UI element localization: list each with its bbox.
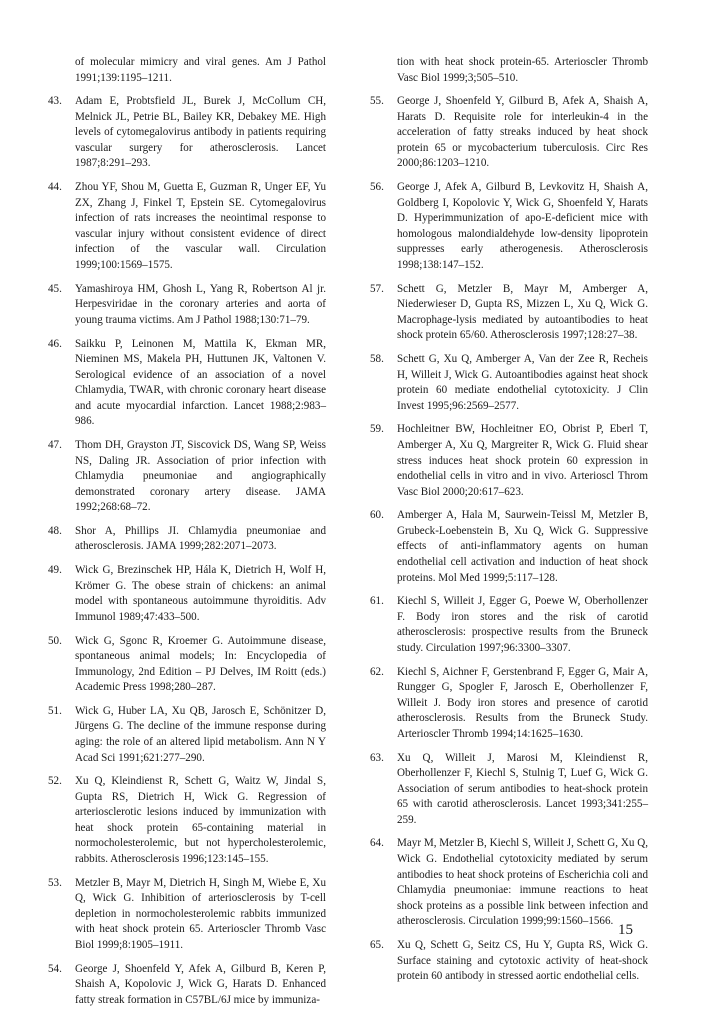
reference-item xyxy=(370,352,648,414)
reference-item xyxy=(370,836,648,929)
reference-text: Xu Q, Schett G, Seitz CS, Hu Y, Gupta RS, Wick G. Surface staining and cytotoxic activity of heat-shock protein 60 antibody in stressed aortic endothelial cells. xyxy=(397,938,648,983)
reference-text: George J, Shoenfeld Y, Gilburd B, Afek A, Shaish A, Harats D. Requisite role for interleukin-4 in the acceleration of fatty streaks induced by heat shock protein 65 or mycobacterium tuberculosis. Circ Res 2000;86:1203–1210. xyxy=(397,95,648,170)
reference-number: 58. xyxy=(370,353,384,366)
reference-text: Thom DH, Grayston JT, Siscovick DS, Wang SP, Weiss NS, Daling JR. Association of prior infection with Chlamydia pneumoniae and angiographically demonstrated coronary artery disease. JAMA 1992;268:68–72. xyxy=(75,438,326,514)
reference-continuation: of molecular mimicry and viral genes. Am J Pathol 1991;139:1195–1211. xyxy=(75,56,326,84)
reference-item xyxy=(48,94,326,172)
reference-number: 55. xyxy=(370,95,384,108)
reference-number: 45. xyxy=(48,282,62,295)
reference-number: 54. xyxy=(48,962,62,975)
reference-item xyxy=(370,594,648,656)
reference-text: Hochleitner BW, Hochleitner EO, Obrist P, Eberl T, Amberger A, Xu Q, Margreiter R, Wick G. Fluid shear stress induces heat shock protein 60 expression in endothelial cells in vitro and in vivo. Arterioscl Throm Vasc Biol 2000;20:617–623. xyxy=(397,423,648,498)
reference-item xyxy=(370,94,648,172)
reference-number: 59. xyxy=(370,423,384,436)
reference-number: 65. xyxy=(370,938,384,951)
reference-text: George J, Afek A, Gilburd B, Levkovitz H, Shaish A, Goldberg I, Kopolovic Y, Wick G, Shoenfeld Y, Harats D. Hyperimmunization of apo-E-deficient mice with homologous malondialdehyde low-density lipoprotein suppresses early atherogenesis. Atherosclerosis 1998;138:147–152. xyxy=(397,181,648,271)
reference-number: 64. xyxy=(370,837,384,850)
reference-number: 44. xyxy=(48,181,62,194)
reference-item xyxy=(48,180,326,273)
reference-item xyxy=(370,508,648,586)
reference-number: 49. xyxy=(48,564,62,577)
reference-number: 52. xyxy=(48,775,62,788)
reference-text: Metzler B, Mayr M, Dietrich H, Singh M, Wiebe E, Xu Q, Wick G. Inhibition of arteriosclerosis by T-cell depletion in normocholesterolemic rabbits immunized with heat shock protein 65. Arterioscler Thromb Vasc Biol 1999;8:1905–1911. xyxy=(75,876,326,951)
reference-column-right xyxy=(370,55,648,993)
reference-text: Schett G, Xu Q, Amberger A, Van der Zee R, Recheis H, Willeit J, Wick G. Autoantibodies against heat shock protein 60 mediate endothelial cytotoxicity. J Clin Invest 1995;96:2569–2577. xyxy=(397,353,648,412)
reference-number: 63. xyxy=(370,751,384,764)
reference-text: Mayr M, Metzler B, Kiechl S, Willeit J, Schett G, Xu Q, Wick G. Endothelial cytotoxicity mediated by serum antibodies to heat shock proteins of Escherichia coli and Chlamydia pneumoniae: immune reactions to heat shock proteins as a possible link between infection and atherosclerosis. Circulation 1999;99:1560–1566. xyxy=(397,837,648,928)
reference-number: 43. xyxy=(48,95,62,108)
reference-text: Yamashiroya HM, Ghosh L, Yang R, Robertson Al jr. Herpesviridae in the coronary arteries and aorta of young trauma victims. Am J Pathol 1988;130:71–79. xyxy=(75,282,326,326)
reference-number: 53. xyxy=(48,876,62,889)
reference-text: Zhou YF, Shou M, Guetta E, Guzman R, Unger EF, Yu ZX, Zhang J, Finkel T, Epstein SE. Cytomegalovirus infection of rats increases the neointimal response to vascular injury without consistent evidence of direct infection of the vascular wall. Circulation 1999;100:1569–1575. xyxy=(75,181,326,271)
reference-number: 57. xyxy=(370,282,384,295)
reference-item xyxy=(48,282,326,329)
reference-item xyxy=(48,704,326,766)
reference-item xyxy=(370,938,648,985)
reference-number: 61. xyxy=(370,595,384,608)
reference-item xyxy=(370,282,648,344)
reference-item xyxy=(370,665,648,743)
reference-text: Saikku P, Leinonen M, Mattila K, Ekman MR, Nieminen MS, Makela PH, Huttunen JK, Valtonen V. Serological evidence of an association of a novel Chlamydia, TWAR, with chronic coronary heart disease and acute myocardial infarction. Lancet 1988;2:983–986. xyxy=(75,337,326,428)
reference-item xyxy=(48,774,326,867)
reference-continuation: tion with heat shock protein-65. Arterioscler Thromb Vasc Biol 1999;3;505–510. xyxy=(397,56,648,84)
reference-item xyxy=(370,180,648,273)
reference-item xyxy=(48,438,326,516)
reference-item xyxy=(370,751,648,829)
reference-text: Kiechl S, Willeit J, Egger G, Poewe W, Oberhollenzer F. Body iron stores and the risk of carotid atherosclerosis: prospective results from the Bruneck study. Circulation 1997;96:3300–3307. xyxy=(397,595,648,654)
reference-text: Wick G, Huber LA, Xu QB, Jarosch E, Schönitzer D, Jürgens G. The decline of the immune response during aging: the role of an altered lipid metabolism. Ann N Y Acad Sci 1991;621:277–290. xyxy=(75,704,326,764)
reference-text: Xu Q, Willeit J, Marosi M, Kleindienst R, Oberhollenzer F, Kiechl S, Stulnig T, Luef G, Wick G. Association of serum antibodies to heat-shock protein 65 with carotid atherosclerosis. Lancet 1993;341:255–259. xyxy=(397,751,648,826)
reference-text: George J, Shoenfeld Y, Afek A, Gilburd B, Keren P, Shaish A, Kopolovic J, Wick G, Harats D. Enhanced fatty streak formation in C57BL/6J mice by immuniza- xyxy=(75,962,326,1006)
reference-number: 56. xyxy=(370,181,384,194)
reference-item xyxy=(48,876,326,954)
reference-number: 46. xyxy=(48,337,62,350)
reference-number: 48. xyxy=(48,524,62,537)
reference-item xyxy=(48,524,326,555)
reference-item xyxy=(48,563,326,625)
reference-number: 47. xyxy=(48,438,62,451)
reference-number: 62. xyxy=(370,665,384,678)
reference-text: Kiechl S, Aichner F, Gerstenbrand F, Egger G, Mair A, Rungger G, Spogler F, Jarosch E, Oberhollenzer F, Willeit J. Body iron stores and presence of carotid atherosclerosis. Results from the Bruneck Study. Arterioscler Thromb 1994;14:1625–1630. xyxy=(397,665,648,740)
reference-number: 50. xyxy=(48,634,62,647)
page-number: 15 xyxy=(618,922,633,938)
reference-text: Xu Q, Kleindienst R, Schett G, Waitz W, Jindal S, Gupta RS, Dietrich H, Wick G. Regression of arteriosclerotic lesions induced by immunization with heat shock protein 65-containing material in normocholesterolemic, but not hypercholesterolemic, rabbits. Atherosclerosis 1996;123:145–155. xyxy=(75,775,326,866)
reference-item xyxy=(370,422,648,500)
reference-text: Wick G, Brezinschek HP, Hála K, Dietrich H, Wolf H, Krömer G. The obese strain of chickens: an animal model with spontaneous autoimmune thyroiditis. Adv Immunol 1989;47:433–500. xyxy=(75,564,326,623)
reference-text: Adam E, Probtsfield JL, Burek J, McCollum CH, Melnick JL, Petrie BL, Bailey KR, Debakey ME. High levels of cytomegalovirus antibody in patients requiring vascular surgery for atherosclerosis. Lancet 1987;8:291–293. xyxy=(75,95,326,170)
reference-number: 60. xyxy=(370,509,384,522)
reference-item xyxy=(48,634,326,696)
reference-number: 51. xyxy=(48,704,62,717)
reference-text: Wick G, Sgonc R, Kroemer G. Autoimmune disease, spontaneous animal models; In: Encyclopedia of Immunology, 2nd Edition – PJ Delves, IM Roitt (eds.) Academic Press 1998;280–287. xyxy=(75,634,326,694)
reference-item xyxy=(48,962,326,1009)
reference-text: Schett G, Metzler B, Mayr M, Amberger A, Niederwieser D, Gupta RS, Mizzen L, Xu Q, Wick G. Macrophage-lysis mediated by autoantibodies to heat shock protein 65/60. Atherosclerosis 1997;128:27–38. xyxy=(397,282,648,342)
reference-text: Amberger A, Hala M, Saurwein-Teissl M, Metzler B, Grubeck-Loebenstein B, Xu Q, Wick G. Suppressive effects of anti-inflammatory agents on human endothelial cell activation and induction of heat shock proteins. Mol Med 1999;5:117–128. xyxy=(397,509,648,584)
reference-item xyxy=(48,337,326,430)
reference-text: Shor A, Phillips JI. Chlamydia pneumoniae and atherosclerosis. JAMA 1999;282:2071–2073. xyxy=(75,524,326,553)
reference-column-left xyxy=(48,55,326,1017)
